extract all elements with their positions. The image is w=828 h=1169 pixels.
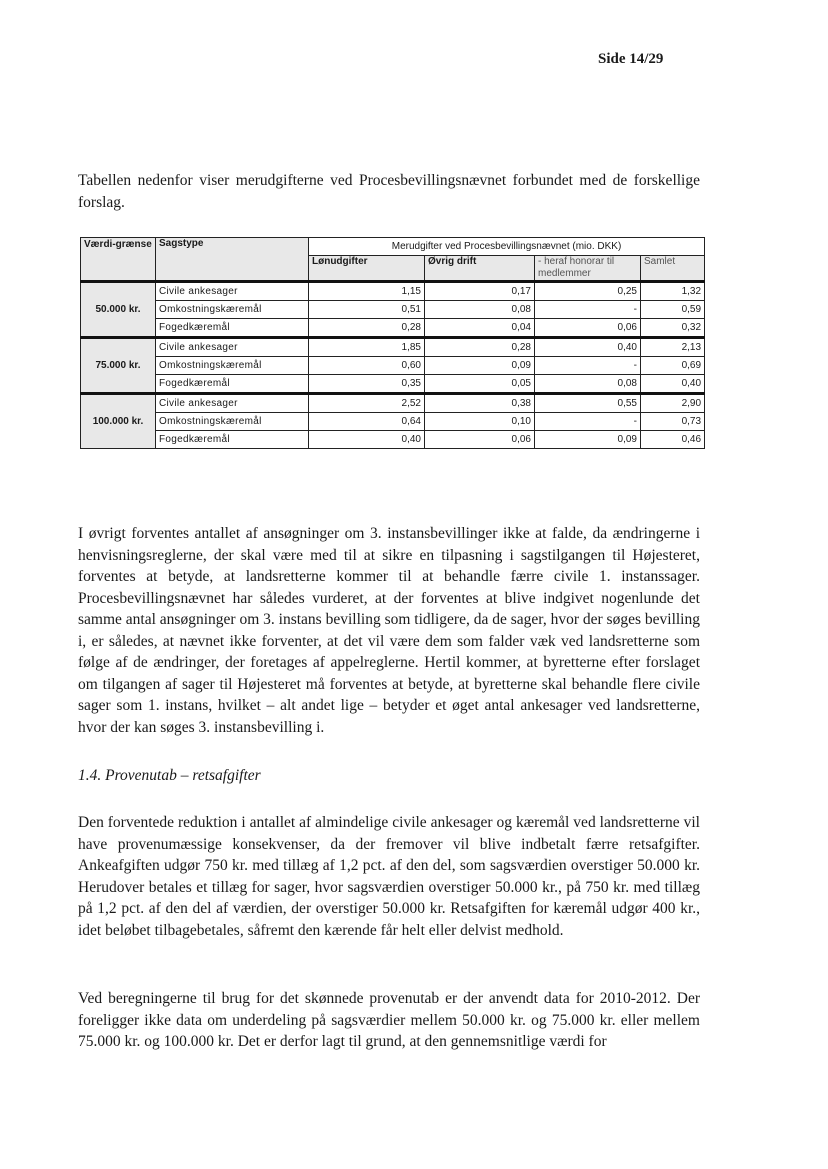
salary-cell: 0,60: [309, 357, 425, 375]
table-row: [81, 338, 705, 357]
member-fees-cell: 0,08: [535, 375, 641, 394]
other-operations-cell: 0,28: [425, 338, 535, 357]
salary-cell: 0,51: [309, 301, 425, 319]
salary-cell: 1,15: [309, 282, 425, 301]
salary-cell: 0,40: [309, 431, 425, 449]
salary-cell: 0,35: [309, 375, 425, 394]
total-cell: 2,90: [641, 394, 705, 413]
member-fees-cell: -: [535, 301, 641, 319]
salary-cell: 1,85: [309, 338, 425, 357]
value-limit-cell: 100.000 kr.: [81, 394, 156, 449]
total-cell: 1,32: [641, 282, 705, 301]
salary-cell: 0,28: [309, 319, 425, 338]
salary-cell: 2,52: [309, 394, 425, 413]
case-type-cell: Omkostningskæremål: [156, 413, 309, 431]
case-type-cell: Omkostningskæremål: [156, 301, 309, 319]
table-row: [81, 394, 705, 413]
other-operations-cell: 0,17: [425, 282, 535, 301]
total-cell: 0,32: [641, 319, 705, 338]
other-operations-cell: 0,06: [425, 431, 535, 449]
expense-table: [80, 237, 705, 449]
total-cell: 0,69: [641, 357, 705, 375]
table-row: [81, 375, 705, 394]
salary-cell: 0,64: [309, 413, 425, 431]
total-cell: 0,59: [641, 301, 705, 319]
other-operations-cell: 0,04: [425, 319, 535, 338]
case-type-cell: Civile ankesager: [156, 282, 309, 301]
expense-table-container: [80, 237, 706, 449]
total-cell: 0,73: [641, 413, 705, 431]
other-operations-cell: 0,08: [425, 301, 535, 319]
member-fees-cell: 0,25: [535, 282, 641, 301]
table-row: [81, 282, 705, 301]
value-limit-header: Værdi-grænse: [81, 238, 156, 282]
other-operations-cell: 0,38: [425, 394, 535, 413]
case-type-header: Sagstype: [156, 238, 309, 282]
member-fees-cell: 0,40: [535, 338, 641, 357]
case-type-cell: Omkostningskæremål: [156, 357, 309, 375]
expense-group-header: Merudgifter ved Procesbevillingsnævnet (mio. DKK): [309, 238, 705, 256]
table-row: [81, 357, 705, 375]
member-fees-cell: 0,09: [535, 431, 641, 449]
body-paragraph-1: I øvrigt forventes antallet af ansøgninger om 3. instansbevillinger ikke at falde, da ændringerne i henvisningsreglerne, der skal være med til at sikre en tilpasning i sagstilgangen til Højesteret, forventes at betyde, at landsretterne kommer til at behandle færre civile 1. instanssager. Procesbevillingsnævnet har således vurderet, at der forventes at blive indgivet nogenlunde det samme antal ansøgninger om 3. instans bevilling som tidligere, da de sager, hvor der søges bevilling i, er således, at nævnet ikke forventer, at det vil være dem som falder væk ved landsretterne som følge af de ændringer, der foretages af appelreglerne. Hertil kommer, at byretterne efter forslaget om tilgangen af sager til Højesteret må forventes at betyde, at byretterne skal behandle flere civile sager som 1. instans, hvilket – alt andet lige – betyder et øget antal ankesager ved landsretterne, hvor der kan søges 3. instansbevilling i.: [78, 525, 700, 736]
table-row: [81, 319, 705, 338]
total-cell: 2,13: [641, 338, 705, 357]
member-fees-cell: -: [535, 357, 641, 375]
subheader-other-operations: Øvrig drift: [425, 256, 535, 282]
member-fees-cell: 0,06: [535, 319, 641, 338]
member-fees-cell: 0,55: [535, 394, 641, 413]
case-type-cell: Fogedkæremål: [156, 431, 309, 449]
other-operations-cell: 0,05: [425, 375, 535, 394]
total-cell: 0,40: [641, 375, 705, 394]
section-heading: 1.4. Provenutab – retsafgifter: [78, 767, 261, 784]
page-number: Side 14/29: [598, 51, 664, 67]
member-fees-cell: -: [535, 413, 641, 431]
value-limit-cell: 50.000 kr.: [81, 282, 156, 338]
subheader-salary: Lønudgifter: [309, 256, 425, 282]
subheader-total: Samlet: [641, 256, 705, 282]
intro-paragraph: Tabellen nedenfor viser merudgifterne ved Procesbevillingsnævnet forbundet med de forskellige forslag.: [78, 172, 700, 211]
case-type-cell: Civile ankesager: [156, 394, 309, 413]
table-row: [81, 301, 705, 319]
subheader-member-fees: - heraf honorar til medlemmer: [535, 256, 641, 282]
body-paragraph-2: Den forventede reduktion i antallet af almindelige civile ankesager og kæremål ved landsretterne vil have provenumæssige konsekvenser, da der fremover vil blive indbetalt færre retsafgifter. Ankeafgiften udgør 750 kr. med tillæg af 1,2 pct. af den del, som sagsværdien overstiger 50.000 kr. Herudover betales et tillæg for sager, hvor sagsværdien overstiger 50.000 kr., på 750 kr. med tillæg på 1,2 pct. af den del af værdien, der overstiger 50.000 kr. Retsafgiften for kæremål udgør 400 kr., idet beløbet tilbagebetales, såfremt den kærende får helt eller delvist medhold.: [78, 814, 700, 939]
case-type-cell: Civile ankesager: [156, 338, 309, 357]
value-limit-cell: 75.000 kr.: [81, 338, 156, 394]
body-paragraph-3: Ved beregningerne til brug for det skønnede provenutab er der anvendt data for 2010-2012. Der foreligger ikke data om underdeling på sagsværdier mellem 50.000 kr. og 75.000 kr. eller mellem 75.000 kr. og 100.000 kr. Det er derfor lagt til grund, at den gennemsnitlige værdi for: [78, 990, 700, 1050]
case-type-cell: Fogedkæremål: [156, 319, 309, 338]
case-type-cell: Fogedkæremål: [156, 375, 309, 394]
table-row: [81, 413, 705, 431]
total-cell: 0,46: [641, 431, 705, 449]
table-row: [81, 431, 705, 449]
other-operations-cell: 0,10: [425, 413, 535, 431]
other-operations-cell: 0,09: [425, 357, 535, 375]
